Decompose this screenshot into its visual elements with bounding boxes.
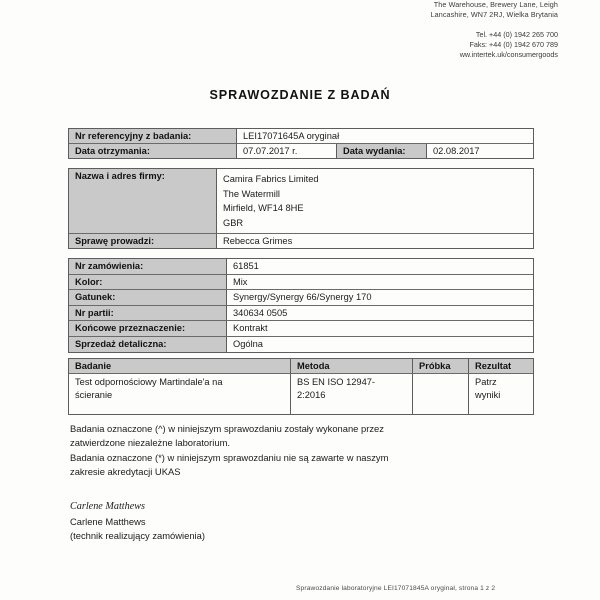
order-number-label: Nr zamówienia: xyxy=(69,259,227,274)
table-row xyxy=(69,321,533,337)
test-result-cell xyxy=(469,374,533,414)
table-row xyxy=(69,374,533,414)
grade-value: Synergy/Synergy 66/Synergy 170 xyxy=(233,292,372,303)
reference-number-value: LEI17071645A oryginał xyxy=(243,131,340,141)
letterhead-contact xyxy=(460,30,558,59)
company-address-line-4: GBR xyxy=(223,217,244,228)
end-use-value: Kontrakt xyxy=(233,323,268,334)
handwritten-signature: Carlene Matthews xyxy=(70,501,145,512)
table-row xyxy=(69,259,533,275)
table-row xyxy=(69,234,533,248)
colour-label: Kolor: xyxy=(69,275,227,290)
column-header-result: Rezultat xyxy=(475,361,512,371)
table-row xyxy=(69,144,533,158)
batch-number-value: 340634 0505 xyxy=(233,307,288,318)
contact-telephone: Tel. +44 (0) 1942 265 700 xyxy=(475,30,558,39)
test-sample-cell xyxy=(413,374,469,414)
page-footer: Sprawozdanie laboratoryjne LEI17071845A oryginał, strona 1 z 2 xyxy=(296,585,496,592)
issued-date-value: 02.08.2017 xyxy=(433,146,480,156)
handler-label: Sprawę prowadzi: xyxy=(69,234,217,248)
company-table xyxy=(68,168,534,249)
received-date-value: 07.07.2017 r. xyxy=(237,144,337,158)
letterhead-address xyxy=(431,0,558,19)
company-address-value xyxy=(217,169,533,233)
footnote-1-line-2: zatwierdzone niezależne laboratorium. xyxy=(70,437,230,449)
retail-value: Ogólna xyxy=(233,338,263,349)
test-name-line-2: ścieranie xyxy=(75,389,113,400)
grade-label: Gatunek: xyxy=(69,290,227,305)
test-result-line-2: wyniki xyxy=(475,389,501,400)
test-method-cell xyxy=(291,374,413,414)
table-row xyxy=(69,290,533,306)
footnote-2-line-1: Badania oznaczone (*) w niniejszym sprawozdaniu nie są zawarte w naszym xyxy=(70,451,389,463)
order-number-value: 61851 xyxy=(233,261,259,271)
company-address-line-3: Mirfield, WF14 8HE xyxy=(223,203,304,213)
contact-website: ww.intertek.uk/consumergoods xyxy=(459,49,558,59)
received-date-label: Data otrzymania: xyxy=(69,144,237,158)
letterhead-address-line-2: Lancashire, WN7 2RJ, Wielka Brytania xyxy=(430,9,558,19)
test-result-line-1: Patrz xyxy=(475,377,497,387)
test-method-line-1: BS EN ISO 12947- xyxy=(297,377,376,387)
column-header-test: Badanie xyxy=(69,359,291,373)
column-header-sample: Próbka xyxy=(413,359,469,373)
batch-number-label: Nr partii: xyxy=(69,306,227,321)
footnote-1-line-1: Badania oznaczone (^) w niniejszym sprawozdaniu zostały wykonane przez xyxy=(70,423,384,434)
contact-fax: Faks: +44 (0) 1942 670 789 xyxy=(469,39,558,49)
reference-number-label: Nr referencyjny z badania: xyxy=(69,129,237,143)
handler-value: Rebecca Grimes xyxy=(223,236,293,246)
retail-label: Sprzedaż detaliczna: xyxy=(69,337,227,352)
test-results-table xyxy=(68,358,534,415)
company-address-line-2: The Watermill xyxy=(223,188,280,199)
colour-value: Mix xyxy=(233,276,248,287)
test-name-cell xyxy=(69,374,291,414)
page-title: SPRAWOZDANIE Z BADAŃ xyxy=(209,88,391,102)
table-row xyxy=(69,306,533,322)
test-name-line-1: Test odpornościowy Martindale'a na xyxy=(75,377,223,387)
company-name-label: Nazwa i adres firmy: xyxy=(69,169,217,233)
footnotes xyxy=(70,422,530,480)
end-use-label: Końcowe przeznaczenie: xyxy=(69,321,227,336)
company-address-line-1: Camira Fabrics Limited xyxy=(223,174,319,184)
table-row xyxy=(69,275,533,291)
issued-date-label: Data wydania: xyxy=(337,144,427,158)
reference-table xyxy=(68,128,534,159)
order-details-table xyxy=(68,258,534,353)
signatory-role: (technik realizujący zamówienia) xyxy=(70,530,205,542)
table-row xyxy=(69,169,533,234)
table-row xyxy=(69,337,533,352)
column-header-method: Metoda xyxy=(291,359,413,373)
footnote-2-line-2: zakresie akredytacji UKAS xyxy=(70,466,181,478)
signature-block xyxy=(70,500,205,544)
results-header-row xyxy=(69,359,533,374)
test-method-line-2: 2:2016 xyxy=(297,389,326,400)
table-row xyxy=(69,129,533,144)
signatory-name: Carlene Matthews xyxy=(70,515,146,527)
letterhead-address-line-1: The Warehouse, Brewery Lane, Leigh xyxy=(433,0,558,9)
